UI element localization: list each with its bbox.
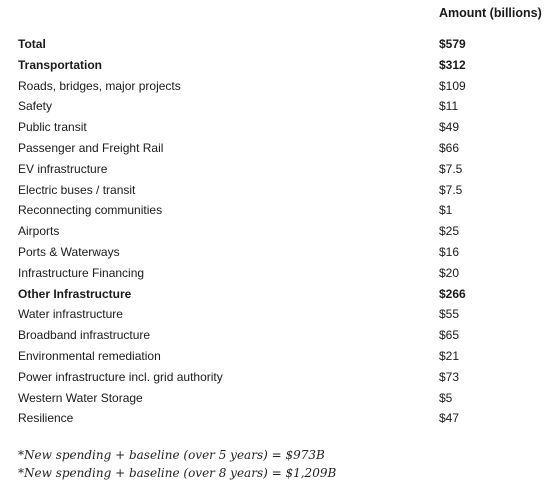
table-row xyxy=(18,284,538,305)
row-label: Electric buses / transit xyxy=(18,182,136,197)
row-label: Environmental remediation xyxy=(18,348,161,363)
row-amount: $266 xyxy=(439,286,466,301)
table-row xyxy=(18,304,538,325)
row-amount: $7.5 xyxy=(439,161,463,176)
row-amount: $55 xyxy=(439,307,460,322)
table-row xyxy=(18,263,538,284)
table-row xyxy=(18,180,538,201)
row-amount: $7.5 xyxy=(439,182,463,197)
row-label: Safety xyxy=(18,99,53,114)
row-label: Power infrastructure incl. grid authority xyxy=(18,369,223,384)
table-row xyxy=(18,388,538,409)
row-amount: $11 xyxy=(439,99,459,114)
row-amount: $47 xyxy=(439,411,460,426)
table-row xyxy=(18,346,538,367)
row-amount: $312 xyxy=(439,57,466,72)
row-amount: $49 xyxy=(439,120,460,135)
amount-column-header: Amount (billions) xyxy=(439,6,542,20)
row-amount: $65 xyxy=(439,328,460,343)
row-label: Infrastructure Financing xyxy=(18,265,145,280)
row-amount: $16 xyxy=(439,244,460,259)
row-amount: $579 xyxy=(439,37,466,51)
row-amount: $25 xyxy=(439,224,460,239)
table-row xyxy=(18,200,538,221)
table-row xyxy=(18,408,538,429)
row-amount: $73 xyxy=(439,369,460,384)
row-label: Transportation xyxy=(18,57,103,72)
row-amount: $20 xyxy=(439,265,460,280)
table-row xyxy=(18,117,538,138)
table-row xyxy=(18,76,538,97)
row-label: EV infrastructure xyxy=(18,161,108,176)
table-row xyxy=(18,34,538,55)
table-row xyxy=(18,221,538,242)
row-label: Other Infrastructure xyxy=(18,286,132,301)
table-row xyxy=(18,367,538,388)
row-amount: $109 xyxy=(439,78,466,93)
footnotes xyxy=(18,446,336,482)
row-label: Resilience xyxy=(18,411,74,426)
row-label: Western Water Storage xyxy=(18,390,143,405)
row-label: Ports & Waterways xyxy=(18,244,120,259)
table-row xyxy=(18,138,538,159)
row-label: Total xyxy=(18,37,46,51)
row-label: Water infrastructure xyxy=(18,307,123,322)
table-row xyxy=(18,325,538,346)
row-label: Reconnecting communities xyxy=(18,203,163,218)
row-label: Broadband infrastructure xyxy=(18,328,151,343)
footnote-8-years: *New spending + baseline (over 8 years) = $1,209B xyxy=(18,466,337,480)
row-amount: $21 xyxy=(439,348,460,363)
row-label: Roads, bridges, major projects xyxy=(18,78,181,93)
spending-table xyxy=(18,34,538,429)
row-label: Passenger and Freight Rail xyxy=(18,140,164,155)
row-label: Airports xyxy=(18,224,60,239)
row-amount: $5 xyxy=(439,390,453,405)
row-amount: $1 xyxy=(439,203,453,218)
footnote-5-years: *New spending + baseline (over 5 years) = $973B xyxy=(18,448,325,462)
table-row xyxy=(18,159,538,180)
table-row xyxy=(18,96,538,117)
table-row xyxy=(18,242,538,263)
row-label: Public transit xyxy=(18,120,87,135)
row-amount: $66 xyxy=(439,140,460,155)
table-row xyxy=(18,55,538,76)
